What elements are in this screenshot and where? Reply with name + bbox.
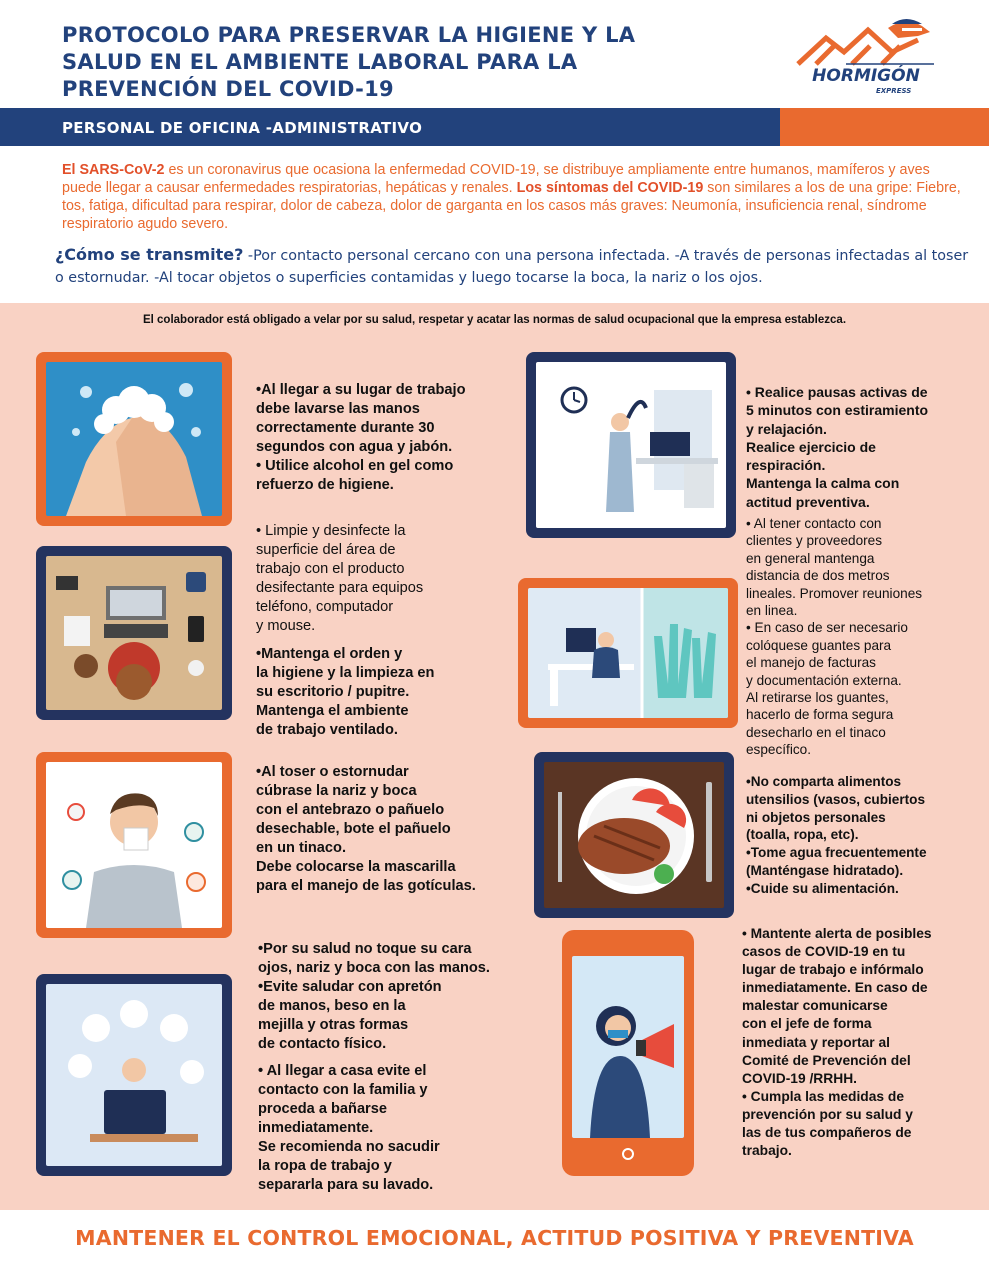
food-plate-illustration (544, 762, 724, 908)
text-line: • Utilice alcohol en gel como (256, 458, 454, 474)
text-line: su escritorio / pupitre. (256, 684, 410, 700)
logo-text: HORMIGÓN (812, 66, 920, 86)
text-line: • Al llegar a casa evite el (258, 1063, 427, 1079)
text-line: en linea. (746, 603, 798, 619)
text-line: refuerzo de higiene. (256, 477, 394, 493)
text-line: desechable, bote el pañuelo (256, 821, 451, 837)
transmission-text: -Por contacto personal cercano con una persona infectada. -A través de personas infectadas al toser o estornudar. -Al tocar objetos o superficies contamidas y luego tocarse la boca, la nariz o los ojos. (55, 248, 969, 286)
text-line: de manos, beso en la (258, 998, 406, 1014)
phone-frame (562, 930, 694, 1176)
text-line: • Limpie y desinfecte la (256, 523, 406, 539)
sneeze-text (256, 763, 526, 896)
text-line: Al retirarse los guantes, (746, 690, 889, 706)
phone-megaphone-illustration (572, 956, 684, 1138)
footer-slogan: MANTENER EL CONTROL EMOCIONAL, ACTITUD POSITIVA Y PREVENTIVA (75, 1226, 914, 1250)
text-line: (Manténgase hidratado). (746, 862, 904, 878)
text-line: la ropa de trabajo y (258, 1158, 392, 1174)
text-line: •Mantenga el orden y (256, 646, 403, 662)
text-line: malestar comunicarse (742, 998, 888, 1014)
text-line: inmediatamente. En caso de (742, 980, 928, 996)
text-line: teléfono, computador (256, 599, 394, 615)
intro-paragraph (62, 161, 972, 233)
text-line: correctamente durante 30 (256, 420, 435, 436)
text-line: desecharlo en el tinaco (746, 724, 886, 740)
page-title (62, 22, 752, 103)
text-line: •Al toser o estornudar (256, 764, 409, 780)
text-line: en un tinaco. (256, 840, 346, 856)
text-line: con el antebrazo o pañuelo (256, 802, 445, 818)
food-frame (534, 752, 734, 918)
text-line: trabajo. (742, 1143, 792, 1159)
text-line: Mantenga la calma con (746, 475, 900, 492)
text-line: contacto con la familia y (258, 1082, 428, 1098)
intro-text-2: son similares a los de una gripe: Fiebre, tos, fatiga, dificultad para respirar, dolor de cabeza, dolor de garganta en los casos más graves: Neumonía, insuficiencia renal, síndrome respiratorio agudo severo. (62, 180, 961, 232)
stretching-woman-illustration (536, 362, 726, 528)
text-line: actitud preventiva. (746, 493, 870, 510)
intro-symptoms: Los síntomas del COVID-19 (516, 180, 704, 196)
text-line: Comité de Prevención del (742, 1052, 911, 1068)
text-line: de contacto físico. (258, 1036, 387, 1052)
text-line: (toalla, ropa, etc). (746, 827, 859, 843)
text-line: hacerlo de forma segura (746, 707, 894, 723)
hormigon-logo (786, 16, 936, 108)
text-line: COVID-19 /RRHH. (742, 1070, 857, 1086)
sneezing-man-illustration (46, 762, 222, 928)
banner-accent (780, 108, 989, 146)
obligation-note: El colaborador está obligado a velar por su salud, respetar y acatar las normas de salud ocupacional que la empresa establezca. (142, 314, 847, 326)
disinfect-text (256, 522, 526, 636)
text-line: ni objetos personales (746, 809, 886, 825)
text-line: •Al llegar a su lugar de trabajo (256, 382, 466, 398)
text-line: debe lavarse las manos (256, 401, 420, 417)
handwash-text (256, 381, 526, 495)
text-line: el manejo de facturas (746, 655, 876, 671)
text-line: ojos, nariz y boca con las manos. (258, 960, 490, 976)
title-line-3: PREVENCIÓN DEL COVID-19 (62, 77, 394, 101)
home-text (258, 1062, 540, 1195)
banner-title: PERSONAL DE OFICINA -ADMINISTRATIVO (62, 119, 423, 137)
food-text (746, 773, 981, 898)
text-line: •Evite saludar con apretón (258, 979, 442, 995)
text-line: para el manejo de las gotículas. (256, 878, 476, 894)
text-line: respiración. (746, 457, 826, 474)
text-line: utensilios (vasos, cubiertos (746, 791, 926, 807)
desk-top-view-illustration (46, 556, 222, 710)
text-line: • Realice pausas activas de (746, 384, 928, 400)
text-line: Realice ejercicio de (746, 438, 876, 455)
text-line: •No comparta alimentos (746, 774, 902, 789)
hand-washing-illustration (46, 362, 222, 516)
text-line: la higiene y la limpieza en (256, 665, 435, 681)
text-line: clientes y proveedores (746, 533, 883, 549)
text-line: y relajación. (746, 420, 827, 437)
text-line: casos de COVID-19 en tu (742, 944, 906, 960)
text-line: y mouse. (256, 618, 316, 634)
text-line: inmediatamente. (258, 1120, 374, 1136)
text-line: proceda a bañarse (258, 1101, 387, 1117)
title-line-1: PROTOCOLO PARA PRESERVAR LA HIGIENE Y LA (62, 23, 636, 47)
face-touch-text (258, 940, 540, 1054)
text-line: •Por su salud no toque su cara (258, 941, 472, 957)
text-line: cúbrase la nariz y boca (256, 783, 417, 799)
text-line: mejilla y otras formas (258, 1017, 409, 1033)
text-line: lugar de trabajo e infórmalo (742, 962, 924, 978)
text-line: lineales. Promover reuniones (746, 585, 923, 601)
text-line: en general mantenga (746, 550, 875, 566)
remote-work-illustration (46, 984, 222, 1166)
text-line: desifectante para equipos (256, 580, 424, 596)
text-line: segundos con agua y jabón. (256, 439, 453, 455)
office-gloves-illustration (528, 588, 728, 718)
text-line: • Cumpla las medidas de (742, 1088, 905, 1104)
text-line: colóquese guantes para (746, 637, 892, 653)
order-text (256, 645, 526, 740)
text-line: separarla para su lavado. (258, 1177, 434, 1193)
transmission-paragraph (55, 244, 975, 289)
hand-washing-frame (36, 352, 232, 526)
text-line: • Mantente alerta de posibles (742, 926, 932, 941)
title-line-2: SALUD EN EL AMBIENTE LABORAL PARA LA (62, 50, 578, 74)
logo-subtext: EXPRESS (876, 87, 912, 95)
text-line: superficie del área de (256, 542, 396, 558)
text-line: específico. (746, 742, 811, 758)
alert-text (742, 925, 982, 1160)
text-line: de trabajo ventilado. (256, 722, 398, 738)
text-line: Mantenga el ambiente (256, 703, 409, 719)
text-line: • En caso de ser necesario (746, 620, 908, 636)
text-line: inmediata y reportar al (742, 1034, 890, 1050)
text-line: distancia de dos metros (746, 568, 890, 584)
text-line: trabajo con el producto (256, 561, 405, 577)
desk-frame (36, 546, 232, 720)
sneezing-frame (36, 752, 232, 938)
stretching-frame (526, 352, 736, 538)
distance-gloves-text (746, 515, 981, 759)
text-line: 5 minutos con estiramiento (746, 402, 929, 419)
text-line: Debe colocarse la mascarilla (256, 859, 456, 875)
intro-lead: El SARS-CoV-2 (62, 162, 165, 178)
text-line: las de tus compañeros de (742, 1125, 912, 1141)
transmission-question: ¿Cómo se transmite? (55, 245, 244, 264)
text-line: Se recomienda no sacudir (258, 1139, 440, 1155)
text-line: y documentación externa. (746, 672, 902, 688)
text-line: •Cuide su alimentación. (746, 880, 899, 896)
gloves-frame (518, 578, 738, 728)
text-line: prevención por su salud y (742, 1106, 913, 1122)
text-line: •Tome agua frecuentemente (746, 845, 927, 861)
phone-home-button (622, 1148, 634, 1160)
pauses-text (746, 383, 976, 511)
intro-text-1: es un coronavirus que ocasiona la enfermedad COVID-19, se distribuye ampliamente entre humanos, mamíferos y aves puede llegar a causar enfermedades respiratorias, hepáticas y renales. (62, 162, 930, 196)
remote-work-frame (36, 974, 232, 1176)
text-line: con el jefe de forma (742, 1016, 872, 1032)
text-line: • Al tener contacto con (746, 516, 882, 531)
